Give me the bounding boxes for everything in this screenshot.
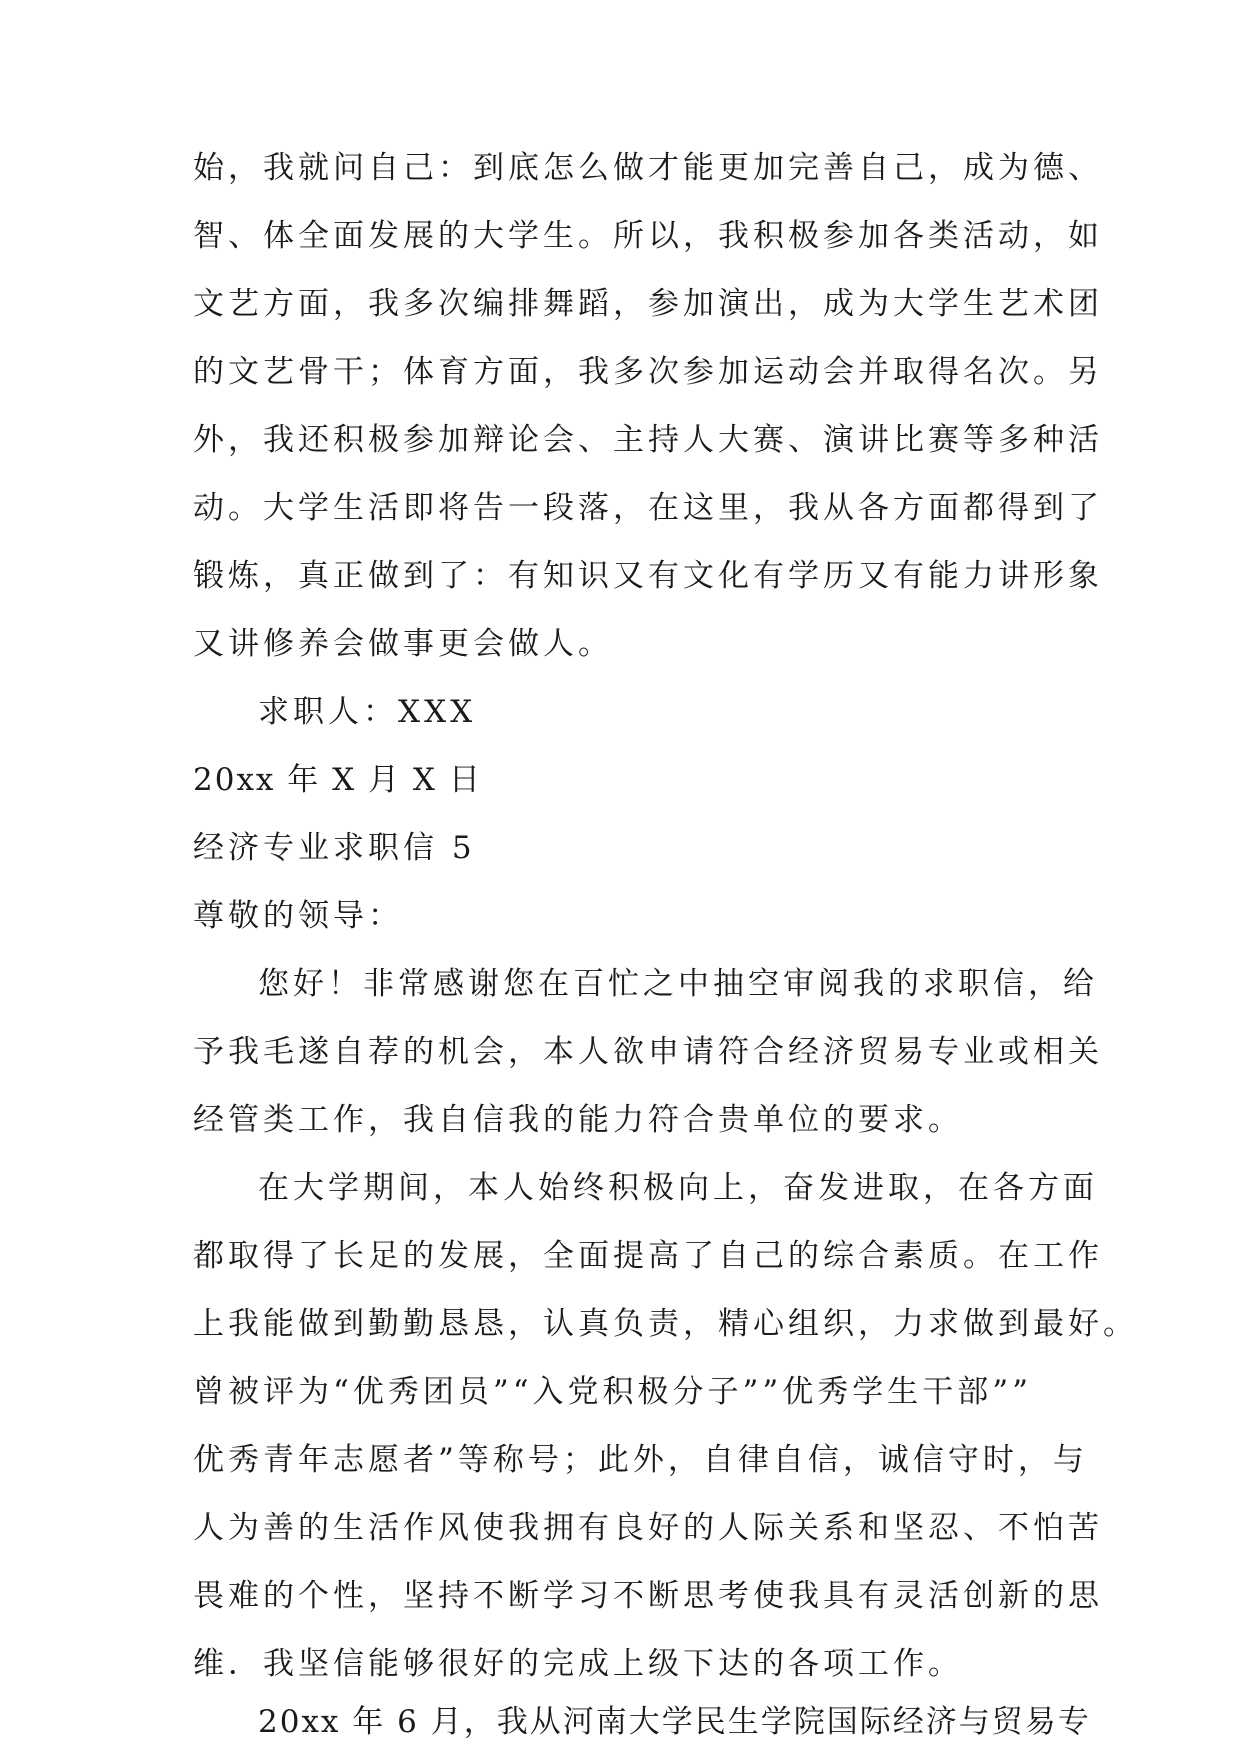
paragraph-line: 20xx 年 6 月，我从河南大学民生学院国际经济与贸易专 xyxy=(258,1704,1091,1740)
paragraph-line: 维．我坚信能够很好的完成上级下达的各项工作。 xyxy=(193,1646,963,1682)
paragraph-line: 外，我还积极参加辩论会、主持人大赛、演讲比赛等多种活 xyxy=(193,422,1103,458)
paragraph-line: 都取得了长足的发展，全面提高了自己的综合素质。在工作 xyxy=(193,1238,1103,1274)
paragraph-line: 畏难的个性，坚持不断学习不断思考使我具有灵活创新的思 xyxy=(193,1578,1103,1614)
paragraph-line: 动。大学生活即将告一段落，在这里，我从各方面都得到了 xyxy=(193,490,1103,526)
paragraph-line: 优秀青年志愿者”等称号；此外，自律自信，诚信守时，与 xyxy=(193,1442,1088,1478)
letter-date: 20xx 年 X 月 X 日 xyxy=(193,762,482,798)
paragraph-line: 锻炼，真正做到了：有知识又有文化有学历又有能力讲形象 xyxy=(193,558,1103,594)
paragraph-line: 曾被评为“优秀团员”“入党积极分子””优秀学生干部”” xyxy=(193,1374,1032,1410)
paragraph-line: 您好！非常感谢您在百忙之中抽空审阅我的求职信，给 xyxy=(258,966,1098,1002)
paragraph-line: 予我毛遂自荐的机会，本人欲申请符合经济贸易专业或相关 xyxy=(193,1034,1103,1070)
paragraph-line: 经管类工作，我自信我的能力符合贵单位的要求。 xyxy=(193,1102,963,1138)
paragraph-line: 智、体全面发展的大学生。所以，我积极参加各类活动，如 xyxy=(193,218,1103,254)
paragraph-line: 在大学期间，本人始终积极向上，奋发进取，在各方面 xyxy=(258,1170,1098,1206)
paragraph-line: 人为善的生活作风使我拥有良好的人际关系和坚忍、不怕苦 xyxy=(193,1510,1103,1546)
paragraph-line: 又讲修养会做事更会做人。 xyxy=(193,626,613,662)
paragraph-line: 文艺方面，我多次编排舞蹈，参加演出，成为大学生艺术团 xyxy=(193,286,1103,322)
applicant-signature: 求职人：XXX xyxy=(258,694,477,730)
section-title: 经济专业求职信 5 xyxy=(193,830,476,866)
paragraph-line: 始，我就问自己：到底怎么做才能更加完善自己，成为德、 xyxy=(193,150,1103,186)
salutation: 尊敬的领导： xyxy=(193,898,403,934)
paragraph-line: 上我能做到勤勤恳恳，认真负责，精心组织，力求做到最好。 xyxy=(193,1306,1138,1342)
paragraph-line: 的文艺骨干；体育方面，我多次参加运动会并取得名次。另 xyxy=(193,354,1103,390)
